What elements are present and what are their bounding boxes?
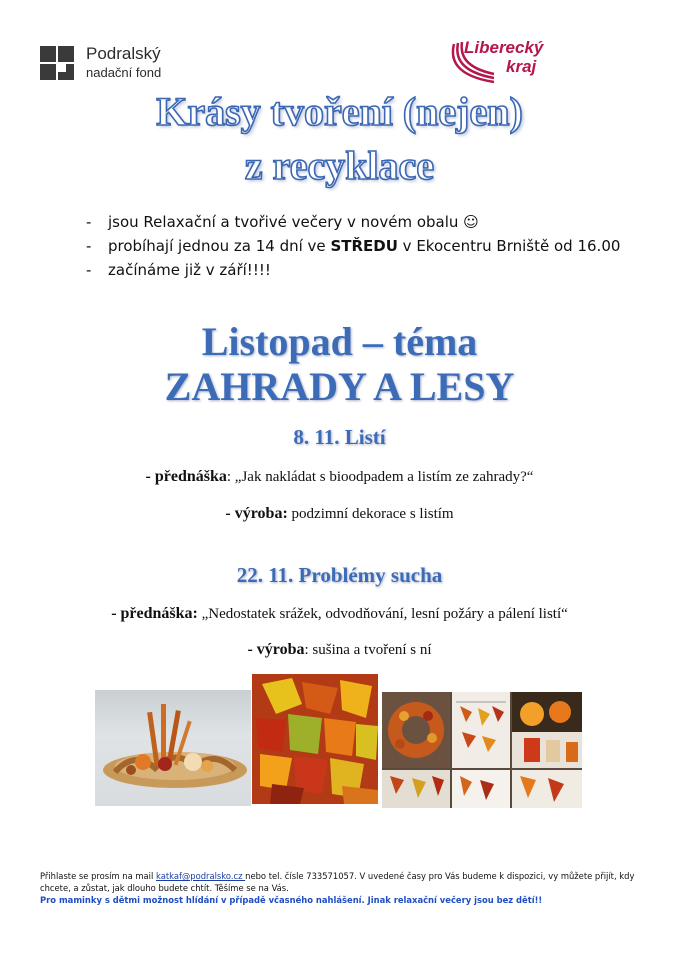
event-heading-1: 8. 11. Listí: [293, 425, 386, 449]
liberecky-name: Liberecký: [464, 38, 544, 57]
podralsky-mark-icon: [40, 46, 74, 80]
photo-autumn-collage: [382, 692, 582, 808]
footer-note: Přihlaste se prosím na mail katkaf@podralsko.cz nebo tel. čísle 733571057. V uvedené časy pro Vás budeme k dispozici, vy můžete přijít, kdy chcete, a zůstat, jak dlouho budete chtít. Těšíme se na Vás. Pro maminky s dětmi možnost hlídání v případě včasného nahlášení. Jinak relaxační večery jsou bez dětí!!: [40, 871, 635, 905]
footer-childcare-note: Pro maminky s dětmi možnost hlídání v případě včasného nahlášení. Jinak relaxační večery jsou bez dětí!!: [40, 895, 543, 905]
event-1-craft: - výroba: podzimní dekorace s listím: [225, 505, 454, 522]
photo-autumn-leaves: [252, 674, 378, 804]
title-line-2: z recyklace: [244, 143, 435, 188]
liberecky-kraj-logo: [448, 38, 568, 86]
contact-email-link[interactable]: katkaf@podralsko.cz: [156, 871, 246, 881]
podralsky-name: Podralský: [86, 44, 161, 63]
title-line-1: Krásy tvoření (nejen): [156, 89, 523, 134]
info-bullet-list: [86, 210, 646, 282]
info-bullet: - jsou Relaxační a tvořivé večery v novém obalu ☺: [86, 213, 479, 231]
liberecky-kraj: kraj: [506, 57, 537, 76]
event-heading-2: 22. 11. Problémy sucha: [236, 563, 443, 587]
info-bullet: - probíhají jednou za 14 dní ve STŘEDU v Ekocentru Brniště od 16.00: [86, 237, 621, 255]
podralsky-logo: [40, 44, 190, 84]
event-2-lecture: - přednáška: „Nedostatek srážek, odvodňování, lesní požáry a pálení listí“: [111, 605, 568, 622]
theme-month: Listopad – téma: [201, 319, 478, 364]
theme-topic: ZAHRADY A LESY: [164, 364, 515, 409]
event-1-lecture: - přednáška: „Jak nakládat s bioodpadem a listím ze zahrady?“: [145, 468, 534, 485]
photo-autumn-arrangement: [95, 690, 251, 806]
event-2-craft: - výroba: sušina a tvoření s ní: [247, 641, 432, 658]
podralsky-subtitle: nadační fond: [86, 65, 162, 80]
info-bullet: - začínáme již v září!!!!: [86, 261, 271, 279]
